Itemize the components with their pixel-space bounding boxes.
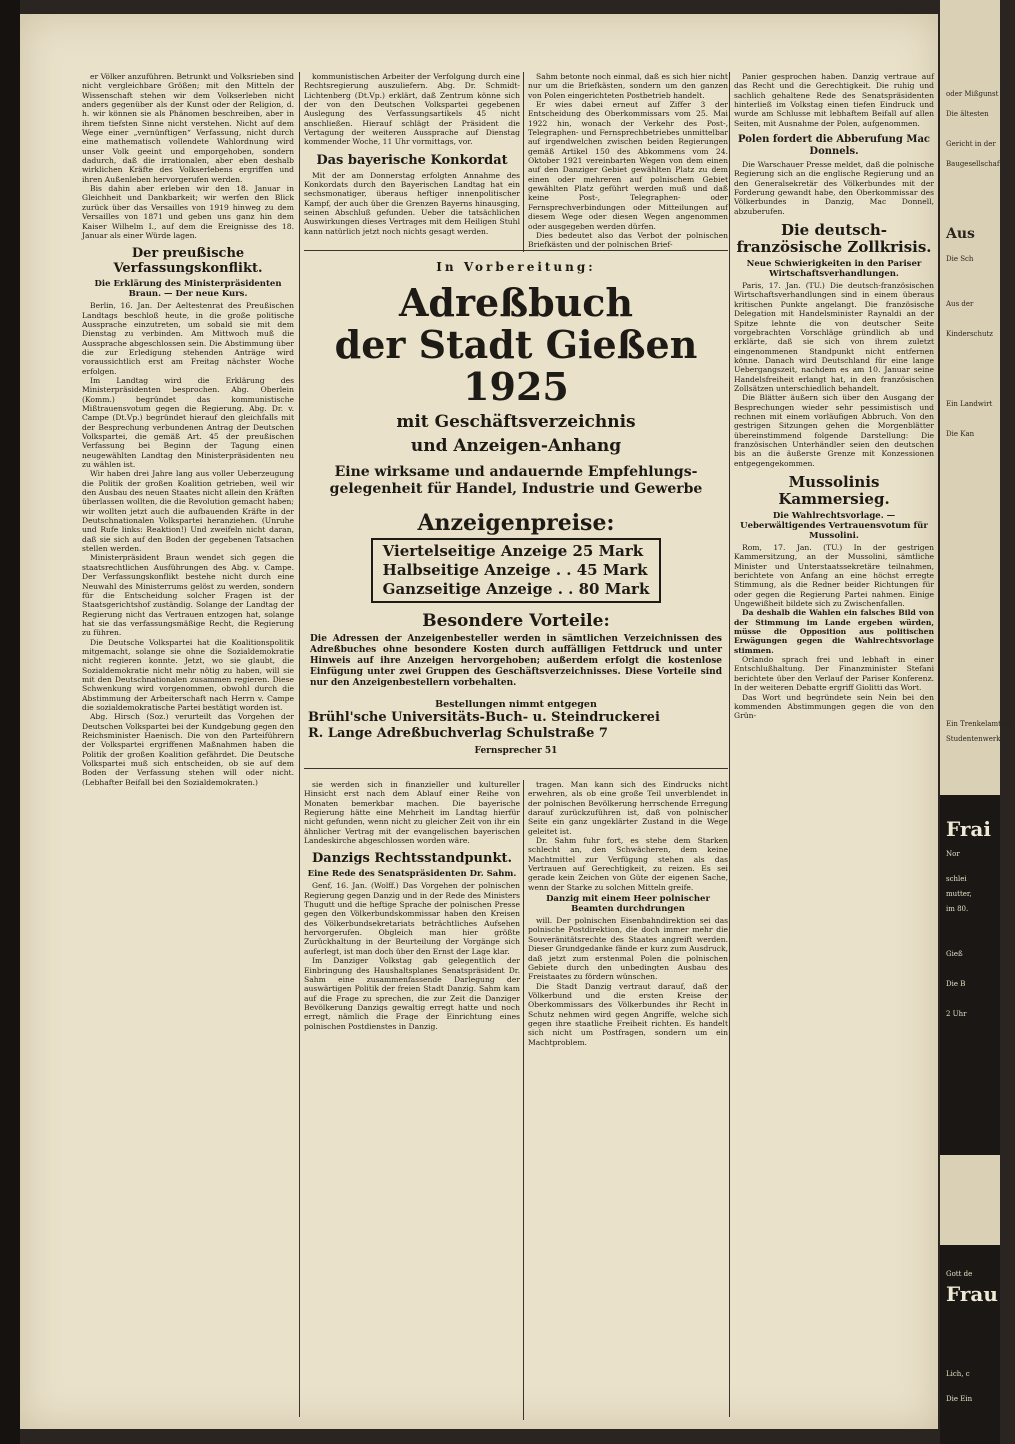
- adjacent-page-edge: [940, 0, 1015, 1444]
- headline-danzig: Danzigs Rechtsstandpunkt.: [312, 851, 512, 867]
- ad-pitch: gelegenheit für Handel, Industrie und Gewerbe: [329, 481, 703, 497]
- article-text: Wir haben drei Jahre lang aus voller Ueberzeugung die Politik der großen Koalition getrieben, weil wir den Ausbau des neuen Staates nicht allein den Kräften überlassen wollten, die die Revolution gemacht haben; wir wollten jetzt auch die aufbauenden Kräfte in der Deutschnationalen Volkspartei heranziehen. (Unruhe und Rufe links: Reaktion!) Und zweifeln nicht daran, daß sie sich auf den Boden der gegebenen Tatsachen stellen werden.: [82, 469, 294, 554]
- subheadline: Neue Schwierigkeiten in den Pariser Wirtschaftsverhandlungen.: [746, 259, 922, 280]
- ad-price-full: Ganzseitige Anzeige . . 80 Mark: [382, 580, 650, 598]
- ad-price-quarter: Viertelseitige Anzeige 25 Mark: [382, 542, 644, 560]
- edge-text: Studentenwerk: [946, 735, 1001, 743]
- edge-text: Aus der: [946, 300, 974, 308]
- edge-text: mutter,: [946, 890, 972, 898]
- edge-text: Die Kan: [946, 430, 975, 438]
- edge-text: Lich, c: [946, 1370, 970, 1378]
- ad-advantages-text: Die Adressen der Anzeigenbesteller werden in sämtlichen Verzeichnissen des Adreßbuches ohne besondere Kosten durch auffälligen Fettdruck und unter Hinweis auf ihre Anzeigen hervorgehoben; außerdem erfolgt die kostenlose Einfügung unter zwei Gruppen des Geschäftsverzeichnisses. Diese Vorteile sind nur den Anzeigenbestellern vorbehalten.: [310, 634, 722, 688]
- article-text: Die Blätter äußern sich über den Ausgang der Besprechungen wieder sehr pessimistisch und rechnen mit einem vorläufigen Abbruch. Von den gestrigen Sitzungen gehen die Morgenblätter übereinstimmend folgende Darstellung: Die französischen Unterhändler seien den deutschen bis an die äußerste Grenze mit Konzessionen entgegengekommen.: [734, 393, 934, 468]
- article-text: Er wies dabei erneut auf Ziffer 3 der Entscheidung des Oberkommissars vom 25. Mai 1922 hin, wonach der Verkehr des Post-, Telegraphen- und Fernsprechbetriebes unmittelbar auf irgendwelchen zwischen beiden Regierungen gemäß Artikel 150 des Abkommens vom 24. Oktober 1921 vereinbarten Wegen von dem einen auf den Danziger Gebiet gewählten Platz zu dem einen oder mehreren auf polnischem Gebiet gewählten Platz geführt werden muß und daß keine Post-, Telegraphen- oder Fernsprechverbindungen oder Mitteilungen auf diesem Wege oder diesen Wegen angenommen oder ausgegeben werden dürfen.: [528, 100, 728, 231]
- article-text: sie werden sich in finanzieller und kultureller Hinsicht erst nach dem Ablauf einer Reihe von Monaten bemerkbar machen. Die bayerische Regierung hätte eine Mehrheit im Landtag hierfür nicht gefunden, wenn nicht zu gleicher Zeit von ihr ein ähnlicher Vertrag mit der evangelischen bayerischen Landeskirche abgeschlossen worden wäre.: [304, 780, 520, 846]
- article-text: will. Der polnischen Eisenbahndirektion sei das polnische Postdirektion, die doch immer mehr die Souveränitätsrechte des Staates angreift werden. Dieser Grundgedanke fände er kurz zum Ausdruck, daß jetzt zum erstenmal Polen die polnischen Gebiete durch den unbedingten Ausbau des Freistaates zu fördern wünschen.: [528, 916, 728, 982]
- column-rule: [523, 780, 524, 1420]
- adressbuch-advertisement: [304, 250, 728, 760]
- ad-advantages-heading: Besondere Vorteile:: [422, 611, 610, 631]
- article-text: Rom, 17. Jan. (TU.) In der gestrigen Kammersitzung, an der Mussolini, sämtliche Minister und Unterstaatssekretäre teilnahmen, berichtete von Anfang an eine höchst erregte Stimmung, als die Redner beider Richtungen für oder gegen die Regierung Partei nahmen. Einige Ungewißheit bildete sich zu Zwischenfallen.: [734, 543, 934, 609]
- ad-with-line: und Anzeigen-Anhang: [410, 436, 622, 456]
- article-text: Die Warschauer Presse meldet, daß die polnische Regierung sich an die englische Regierung und an den Generalsekretär des Völkerbundes mit der Forderung gewandt habe, den Oberkommissar des Völkerbundes in Danzig, Mac Donnell, abzuberufen.: [734, 160, 934, 216]
- binding-edge: [0, 0, 20, 1444]
- subheadline: Die Erklärung des Ministerpräsidenten Braun. — Der neue Kurs.: [94, 279, 282, 300]
- edge-text: Die Sch: [946, 255, 974, 263]
- subheadline: Eine Rede des Senatspräsidenten Dr. Sahm.: [307, 869, 517, 880]
- column-2-bottom: [304, 780, 520, 1420]
- ad-title-city: der Stadt Gießen 1925: [334, 322, 698, 409]
- article-text: Panier gesprochen haben. Danzig vertraue auf das Recht und die Gerechtigkeit. Die ruhig und sachlich gehaltene Rede des Senatspräsidenten hinterließ im Volkstag einen tiefen Eindruck und wurde am Schlusse mit lebhaftem Beifall auf allen Seiten, mit Ausnahme der Polen, aufgenommen.: [734, 72, 934, 128]
- headline-mussolini: Mussolinis Kammersieg.: [778, 473, 890, 508]
- article-text: Bis dahin aber erleben wir den 18. Januar in Gleichheit und Dankbarkeit; wir werfen den Blick zurück über das Versailles von 1919 hinweg zu dem Versailles von 1871 und geben uns ganz hin dem Kaiser Wilhelm I., auf dem die Ereignisse des 18. Januar als einer Würde lagen.: [82, 184, 294, 240]
- ad-publisher-address: R. Lange Adreßbuchverlag Schulstraße 7: [308, 726, 608, 741]
- edge-text: Nor: [946, 850, 960, 858]
- article-text: Im Landtag wird die Erklärung des Ministerpräsidenten besprochen. Abg. Oberlein (Komm.) begründet das kommunistische Mißtrauensvotum gegen die Regierung. Abg. Dr. v. Campe (Dt.Vp.) begründet hierauf den gleichfalls mit der Besprechung verbundenen Antrag der Deutschen Volkspartei, die gemäß Art. 45 der preußischen Verfassung bei Beginn der Tagung einen neugewählten Landtag den Ministerpräsidenten neu zu wählen ist.: [82, 375, 294, 470]
- article-text: kommunistischen Arbeiter der Verfolgung durch eine Rechtsregierung auszuliefern. Abg. Dr. Schmidt-Lichtenberg (Dt.Vp.) erklärt, daß Zentrum könne sich der von den Deutschen Volkspartei gegebenen Auslegung des Verfassungsartikels 45 nicht anschließen. Hierauf schlägt der Präsident die Vertagung der weiteren Aussprache auf Dienstag kommender Woche, 11 Uhr vormittags, vor.: [304, 72, 520, 147]
- ad-bottom-rule: [304, 768, 728, 769]
- column-rule: [299, 72, 300, 1417]
- ad-preface: In Vorbereitung:: [436, 260, 596, 274]
- ad-price-box: [371, 538, 662, 603]
- article-text: Dies bedeutet also das Verbot der polnischen Briefkästen und der polnischen Brief-: [528, 230, 728, 250]
- edge-text: Die B: [946, 980, 966, 988]
- column-rule: [523, 72, 524, 252]
- article-text: er Völker anzuführen. Betrunkt und Volksrieben sind nicht vergleichbare Größen; mit den Mitteln der Wissenschaft stehen wir dem Volkserleben nicht anders gegenüber als der Kunst oder der Religion, d. h. wir können sie als Phänomen beschreiben, aber in ihrem tiefsten Sinne nicht verstehen. Nicht auf dem Wege einer „vernünftigen“ Verfassung, nicht durch eine mathematisch vollendete Wahlordnung wird unser Volk geeint und emporgehoben, sondern dadurch, daß die irrationalen, aber eben deshalb wirklichen Kräfte des Volkserlebens ergriffen und ihren Außenleben hervorgerufen werden.: [82, 72, 294, 184]
- edge-text: Frau: [946, 1282, 998, 1306]
- column-2-top: [304, 72, 520, 252]
- edge-text: Gieß: [946, 950, 963, 958]
- ad-price-half: Halbseitige Anzeige . . 45 Mark: [382, 561, 648, 579]
- article-text: Mit der am Donnerstag erfolgten Annahme des Konkordats durch den Bayerischen Landtag hat ein sechsmonatiger, überaus heftiger innenpolitischer Kampf, der auch über die Grenzen Bayerns hinausging, seinen Abschluß gefunden. Ueber die tatsächlichen Auswirkungen dieses Vertrages mit dem Heiligen Stuhl kann natürlich jetzt noch nichts gesagt werden.: [304, 170, 520, 236]
- subheadline: Danzig mit einem Heer polnischer Beamten durchdrungen: [546, 894, 710, 915]
- article-text: tragen. Man kann sich des Eindrucks nicht erwehren, als ob eine große Teil unverblendet in der polnischen Bevölkerung herrschende Erregung darauf zurückzuführen ist, daß von polnischer Seite ein ganz ungeklärter Zustand in die Wege geleitet ist.: [528, 780, 728, 836]
- article-text: Da deshalb die Wahlen ein falsches Bild von der Stimmung im Lande ergeben würden, müsse die Opposition aus politischen Erwägungen gegen die Wahlrechtsvorlage stimmen.: [734, 608, 934, 655]
- edge-text: Gericht in der: [946, 140, 996, 148]
- edge-text: Aus: [946, 226, 975, 242]
- edge-text: oder Mißgunst: [946, 90, 999, 98]
- column-4: [734, 72, 934, 1422]
- article-text: Dr. Sahm fuhr fort, es stehe dem Starken schlecht an, den Schwächeren, dem keine Machtmittel zur Verfügung stehen als das Vertrauen auf Gerechtigkeit, zu reizen. Es sei gerade kein Zeichen von Güte der eigenen Sache, wenn der Starke zu solchen Mitteln greife.: [528, 836, 728, 892]
- edge-text: Frai: [946, 817, 991, 841]
- article-text: Im Danziger Volkstag gab gelegentlich der Einbringung des Haushaltsplanes Senatspräsident Dr. Sahm eine zusammenfassende Darlegung der auswärtigen Politik der freien Stadt Danzig. Sahm kam auf die Frage zu sprechen, die zur Zeit die Danziger Bevölkerung Danzigs gewaltig erregt hatte und noch erregt, nämlich die Frage der Einrichtung eines polnischen Postdienstes in Danzig.: [304, 956, 520, 1031]
- ad-publisher: Brühl'sche Universitäts-Buch- u. Steindruckerei: [308, 710, 660, 725]
- edge-text: schlei: [946, 875, 967, 883]
- article-text: Orlando sprach frei und lebhaft in einer Entschlußhaltung. Der Finanzminister Stefani berichtete über den Verlauf der Pariser Konferenz. In der weiteren Debatte ergriff Giolitti das Wort.: [734, 655, 934, 693]
- headline-mac-donnell: Polen fordert die Abberufung Mac Donnels.: [737, 134, 931, 158]
- edge-text: Gott de: [946, 1270, 973, 1278]
- edge-text: Die ältesten: [946, 110, 989, 118]
- headline-verfassungskonflikt: Der preußische Verfassungskonflikt.: [113, 246, 263, 277]
- article-text: Berlin, 16. Jan. Der Aeltestenrat des Preußischen Landtags beschloß heute, in die große politische Aussprache einzutreten, um sobald sie mit dem Dienstag zu verbinden. Am Mittwoch muß die Aussprache abgeschlossen sein. Die Abstimmung über die zur Erledigung stehenden Anträge wird voraussichtlich erst am Freitag nächster Woche erfolgen.: [82, 301, 294, 376]
- dark-ad-block: [940, 795, 1000, 1155]
- article-text: Paris, 17. Jan. (TU.) Die deutsch-französischen Wirtschaftsverhandlungen sind in einem überaus kritischen Punkte angelangt. Die französische Delegation mit Handelsminister Raynaldi an der Spitze lehnte die von deutscher Seite vorgebrachten Vorschläge gründlich ab und erklärte, daß sie sich von ihrem zuletzt eingenommenen Standpunkt nicht entfernen könne. Danach wird Deutschland für eine lange Uebergangszeit, nachdem es am 10. Januar seine Handelsfreiheit erlangt hat, in den französischen Zollsätzen unterschiedlich behandelt.: [734, 281, 934, 393]
- edge-text: im 80.: [946, 905, 969, 913]
- article-text: Ministerpräsident Braun wendet sich gegen die staatsrechtlichen Ausführungen des Abg. v. Campe. Der Verfassungskonflikt bestehe nicht durch eine Neuwahl des Ministerrums gelöst zu werden, sondern für die Entscheidung solcher Fragen ist der Staatsgerichtshof zuständig. Solange der Landtag der Regierung nicht das Vertrauen entzogen hat, solange hat sie das verfassungsmäßige Recht, die Regierung zu führen.: [82, 553, 294, 638]
- edge-text: Kinderschutz: [946, 330, 993, 338]
- article-text: Das Wort und begründete sein Nein bei den kommenden Abstimmungen gegen die von den Grün-: [734, 692, 934, 721]
- newspaper-page: [20, 14, 938, 1429]
- ad-pitch: Eine wirksame und andauernde Empfehlungs-: [334, 464, 698, 480]
- article-text: Genf, 16. Jan. (Wolff.) Das Vorgehen der polnischen Regierung gegen Danzig und in der Rede des Ministers Thugutt und die heftige Sprache der polnischen Presse gegen den Völkerbundskommissar haben den Kreisen des Völkerbundsekretariats beträchtliches Aufsehen hervorgerufen. Obgleich man hier größte Zurückhaltung in der Beurteilung der Vorgänge sich auferlegt, ist man doch über den Ernst der Lage klar.: [304, 881, 520, 956]
- edge-text: Die Ein: [946, 1395, 973, 1403]
- edge-text: Ein Landwirt: [946, 400, 993, 408]
- edge-text: 2 Uhr: [946, 1010, 967, 1018]
- subheadline: Die Wahlrechtsvorlage. — Ueberwältigendes Vertrauensvotum für Mussolini.: [740, 511, 928, 541]
- column-3-bottom: [528, 780, 728, 1420]
- ad-orders: Bestellungen nimmt entgegen: [435, 699, 597, 710]
- edge-text: Ein Trenkelamtung: [946, 720, 1015, 728]
- headline-zollkrisis: Die deutsch-französische Zollkrisis.: [736, 221, 932, 257]
- article-text: Abg. Hirsch (Soz.) verurteilt das Vorgehen der Deutschen Volkspartei bei der Kundgebung gegen den Reichsminister Haenisch. Die von den Parteiführern der Volkspartei ergriffenen Maßnahmen haben die Politik der großen Koalition gefährdet. Die Deutsche Volkspartei muß sich entscheiden, ob sie auf dem Boden der Verfassung stehen will oder nicht. (Lebhafter Beifall bei den Sozialdemokraten.): [82, 712, 294, 787]
- column-1: [82, 72, 294, 1422]
- ad-prices-heading: Anzeigenpreise:: [417, 510, 615, 536]
- column-3-top: [528, 72, 728, 262]
- ad-phone: Fernsprecher 51: [474, 746, 558, 756]
- column-rule: [729, 72, 730, 1417]
- article-text: Die Deutsche Volkspartei hat die Koalitionspolitik mitgemacht, solange sie ohne die Sozialdemokratie nicht regieren konnte. Jetzt, wo sie glaubt, die Sozialdemokratie nicht mehr nötig zu haben, will sie mit den Deutschnationalen zusammen regieren. Diese Schwenkung wird vorgenommen, obwohl durch die Abstimmung der Arbeiterschaft nach Herrn v. Campe die sozialdemokratische Partei bestätigt worden ist.: [82, 637, 294, 712]
- ad-title: Adreßbuch: [398, 280, 634, 325]
- headline-konkordat: Das bayerische Konkordat: [316, 152, 508, 168]
- edge-text: Baugesellschaft: [946, 160, 1003, 168]
- article-text: Die Stadt Danzig vertraut darauf, daß der Völkerbund und die ersten Kreise der Oberkommissars des Völkerbundes ihr Recht in Schutz nehmen wird gegen Angriffe, welche sich gegen ihre staatliche Freiheit richten. Es handelt sich nicht um Postfragen, sondern um ein Machtproblem.: [528, 981, 728, 1047]
- article-text: Sahm betonte noch einmal, daß es sich hier nicht nur um die Briefkästen, sondern um den ganzen von Polen eingerichteten Postbetrieb handelt.: [528, 72, 728, 100]
- ad-with-line: mit Geschäftsverzeichnis: [396, 412, 636, 432]
